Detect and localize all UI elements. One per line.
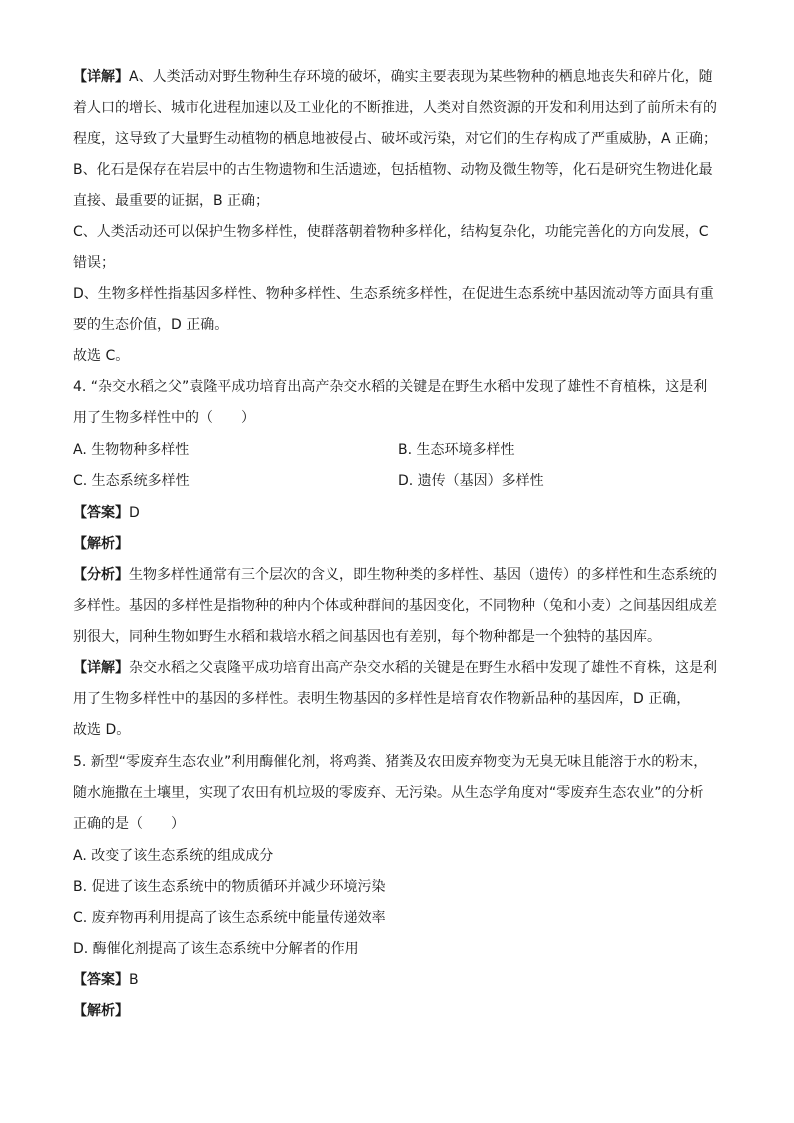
q5-stem-line: 随水施撒在土壤里，实现了农田有机垃圾的零废弃、无污染。从生态学角度对“零废弃生态农业”的分析 [73,785,704,801]
q5-options [73,841,723,965]
fenxi-tag: 【分析】 [73,567,129,583]
detail-tag: 【详解】 [73,660,129,676]
q4-option-d: D. 遗传（基因）多样性 [398,473,544,489]
q4-detail-line: 故选 D。 [73,722,131,738]
analysis-tag: 【解析】 [73,536,129,552]
q3-detail-block [73,62,723,372]
q5-option-a: A. 改变了该生态系统的组成成分 [73,848,274,864]
q4-option-c: C. 生态系统多样性 [73,473,190,489]
q5-answer: B [129,972,139,988]
q5-answer-block [73,965,723,1027]
fenxi-line: 多样性。基因的多样性是指物种的种内个体或种群间的基因变化，不同物种（兔和小麦）之间基因组成差 [73,598,717,614]
analysis-tag: 【解析】 [73,1003,129,1019]
detail-line: C、人类活动还可以保护生物多样性，使群落朝着物种多样化，结构复杂化，功能完善化的方向发展，C [73,224,709,240]
detail-line: B、化石是保存在岩层中的古生物遗物和生活遗迹，包括植物、动物及微生物等，化石是研究生物进化最 [73,162,713,178]
detail-tag: 【详解】 [73,69,129,85]
q4-answer-block [73,498,723,746]
q4-option-b: B. 生态环境多样性 [398,442,515,458]
q4-stem-line: 4. “杂交水稻之父”袁隆平成功培育出高产杂交水稻的关键是在野生水稻中发现了雄性不育植株，这是利 [73,379,708,395]
q4-detail-line: 杂交水稻之父袁隆平成功培育出高产杂交水稻的关键是在野生水稻中发现了雄性不育株，这是利 [129,660,717,676]
fenxi-line: 生物多样性通常有三个层次的含义，即生物种类的多样性、基因（遗传）的多样性和生态系统的 [129,567,717,583]
detail-line: A、人类活动对野生物种生存环境的破坏，确实主要表现为某些物种的栖息地丧失和碎片化，随 [129,69,713,85]
q5-option-c: C. 废弃物再利用提高了该生态系统中能量传递效率 [73,910,386,926]
q4-option-a: A. 生物物种多样性 [73,442,190,458]
q5-stem-line: 正确的是（ ） [73,816,185,832]
detail-line: 错误； [73,255,115,271]
q5-option-d: D. 酶催化剂提高了该生态系统中分解者的作用 [73,941,359,957]
answer-tag: 【答案】 [73,972,129,988]
q5-stem-line: 5. 新型“零废弃生态农业”利用酶催化剂，将鸡粪、猪粪及农田废弃物变为无臭无味且能溶于水的粉末， [73,754,708,770]
detail-line: D、生物多样性指基因多样性、物种多样性、生态系统多样性，在促进生态系统中基因流动等方面具有重 [73,286,714,302]
q4-answer: D [129,505,140,521]
q4-stem-line: 用了生物多样性中的（ ） [73,410,255,426]
answer-tag: 【答案】 [73,505,129,521]
q5-stem [73,747,723,840]
q4-options-row-1 [73,435,723,466]
q5-option-b: B. 促进了该生态系统中的物质循环并减少环境污染 [73,879,386,895]
q4-detail-line: 用了生物多样性中的基因的多样性。表明生物基因的多样性是培育农作物新品种的基因库，D 正确， [73,691,691,707]
detail-line: 程度，这导致了大量野生动植物的栖息地被侵占、破坏或污染，对它们的生存构成了严重威胁，A 正确； [73,131,718,147]
detail-line: 要的生态价值，D 正确。 [73,317,229,333]
fenxi-line: 别很大，同种生物如野生水稻和栽培水稻之间基因也有差别，每个物种都是一个独特的基因库。 [73,629,661,645]
detail-line: 直接、最重要的证据，B 正确； [73,193,270,209]
q4-stem [73,372,723,434]
detail-line: 着人口的增长、城市化进程加速以及工业化的不断推进，人类对自然资源的开发和利用达到了前所未有的 [73,100,717,116]
q4-options-row-2 [73,466,723,497]
detail-line: 故选 C。 [73,348,130,364]
